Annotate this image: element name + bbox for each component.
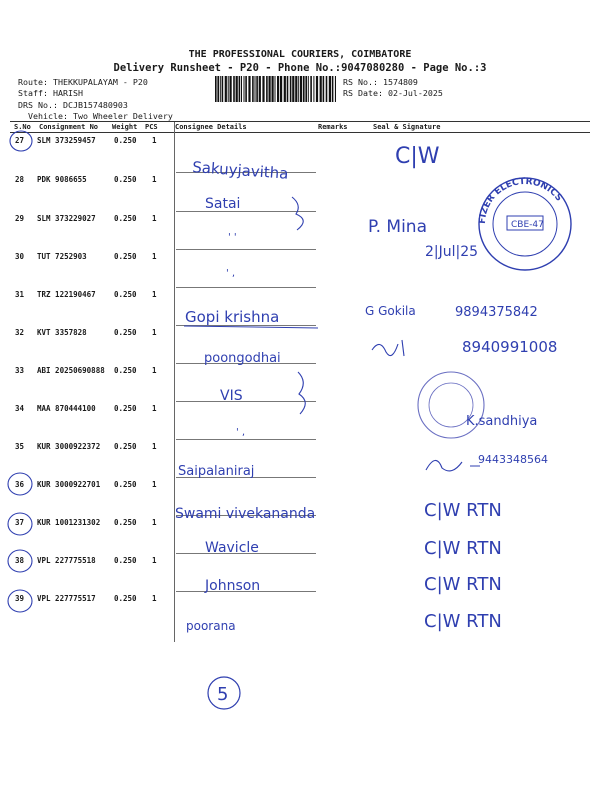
- consignee-handwriting: Sakuyjavitha: [191, 158, 290, 183]
- row-pcs: 1: [152, 480, 157, 489]
- row-sno: 31: [15, 290, 25, 299]
- page-subtitle: Delivery Runsheet - P20 - Phone No.:9047080280 - Page No.:3: [113, 62, 487, 74]
- col-seal: Seal & Signature: [373, 123, 441, 131]
- remark-handwriting: C|W: [395, 144, 440, 169]
- signature-handwriting: K.sandhiya: [466, 414, 538, 429]
- row-weight: 0.250: [114, 214, 137, 223]
- row-consignment: SLM 373229027: [37, 214, 96, 223]
- row-consignment: MAA 870444100: [37, 404, 96, 413]
- remark-handwriting: C|W RTN: [424, 611, 502, 632]
- phone-handwriting: 8940991008: [462, 338, 558, 356]
- row-weight: 0.250: [114, 404, 137, 413]
- ditto-mark: ' ,: [226, 268, 236, 279]
- sno-circle: [8, 473, 32, 495]
- sno-circle: [8, 513, 32, 535]
- row-consignment: ABI 20250690888: [37, 366, 105, 375]
- row-sno: 29: [15, 214, 25, 223]
- seal-text: FIZER ELECTRONICS: [477, 176, 564, 225]
- route-label: Route: THEKKUPALAYAM - P20: [18, 77, 148, 87]
- row-pcs: 1: [152, 518, 157, 527]
- remark-handwriting: P. Mina: [368, 217, 427, 237]
- row-pcs: 1: [152, 290, 157, 299]
- rs-date: RS Date: 02-Jul-2025: [343, 88, 443, 98]
- row-sno: 35: [15, 442, 25, 451]
- consignee-handwriting: poongodhai: [204, 351, 281, 366]
- signature-scribble: [426, 460, 480, 470]
- row-weight: 0.250: [114, 136, 137, 145]
- consignee-handwriting: Johnson: [205, 578, 261, 594]
- row-weight: 0.250: [114, 442, 137, 451]
- row-pcs: 1: [152, 175, 157, 184]
- remark-handwriting: C|W RTN: [424, 574, 502, 595]
- row-consignment: KUR 1001231302: [37, 518, 101, 527]
- row-sno: 34: [15, 404, 25, 413]
- sno-circle: [10, 131, 32, 151]
- company-seal: [478, 177, 571, 270]
- row-sno: 30: [15, 252, 25, 261]
- row-pcs: 1: [152, 328, 157, 337]
- row-sno: 36: [15, 480, 25, 489]
- consignee-handwriting: Satai: [205, 196, 241, 212]
- svg-text:FIZER ELECTRONICS: [478, 177, 564, 224]
- consignee-handwriting: Swami vivekananda: [175, 506, 316, 522]
- consignee-handwriting: Wavicle: [205, 540, 259, 556]
- row-weight: 0.250: [114, 518, 137, 527]
- signature-scribble: [372, 340, 404, 356]
- col-consignee: Consignee Details: [175, 123, 247, 131]
- ditto-mark: ' ': [228, 232, 237, 243]
- col-sno: S.No: [14, 123, 31, 131]
- col-pcs: PCS: [145, 123, 158, 131]
- row-pcs: 1: [152, 214, 157, 223]
- row-pcs: 1: [152, 366, 157, 375]
- row-consignment: VPL 227775518: [37, 556, 96, 565]
- row-weight: 0.250: [114, 556, 137, 565]
- row-pcs: 1: [152, 594, 157, 603]
- row-weight: 0.250: [114, 290, 137, 299]
- row-sno: 28: [15, 175, 25, 184]
- row-sno: 38: [15, 556, 25, 565]
- row-sno: 27: [15, 136, 25, 145]
- row-consignment: PDK 9086655: [37, 175, 87, 184]
- row-pcs: 1: [152, 252, 157, 261]
- seal-code: CBE-47: [511, 220, 544, 230]
- row-pcs: 1: [152, 556, 157, 565]
- remark-handwriting: C|W RTN: [424, 500, 502, 521]
- row-weight: 0.250: [114, 175, 137, 184]
- ditto-mark: [298, 372, 305, 414]
- col-remarks: Remarks: [318, 123, 348, 131]
- date-handwriting: 2|Jul|25: [425, 244, 479, 260]
- row-pcs: 1: [152, 136, 157, 145]
- rs-number: RS No.: 1574809: [343, 77, 418, 87]
- row-weight: 0.250: [114, 480, 137, 489]
- row-consignment: TRZ 122190467: [37, 290, 96, 299]
- row-consignment: VPL 227775517: [37, 594, 96, 603]
- vehicle-label: Vehicle: Two Wheeler Delivery: [28, 111, 173, 121]
- row-consignment: KUR 3000922372: [37, 442, 101, 451]
- sno-circle: [8, 550, 32, 572]
- row-consignment: KVT 3357828: [37, 328, 87, 337]
- sno-circle: [8, 590, 32, 612]
- col-weight: Weight: [112, 123, 138, 131]
- signature-handwriting: G Gokila: [365, 304, 416, 318]
- row-weight: 0.250: [114, 252, 137, 261]
- consignee-handwriting: Gopi krishna: [185, 308, 280, 326]
- total-count: 5: [217, 684, 229, 705]
- row-sno: 32: [15, 328, 25, 337]
- staff-label: Staff: HARISH: [18, 88, 83, 98]
- row-pcs: 1: [152, 442, 157, 451]
- consignee-handwriting: poorana: [186, 619, 236, 633]
- row-weight: 0.250: [114, 594, 137, 603]
- row-consignment: SLM 373259457: [37, 136, 96, 145]
- underline: [184, 326, 318, 328]
- remark-handwriting: C|W RTN: [424, 538, 502, 559]
- ditto-mark: VIS: [220, 388, 243, 404]
- row-pcs: 1: [152, 404, 157, 413]
- ditto-mark: ' ,: [236, 427, 246, 438]
- phone-handwriting: 9443348564: [478, 453, 548, 466]
- row-sno: 37: [15, 518, 25, 527]
- row-consignment: TUT 7252903: [37, 252, 87, 261]
- ditto-mark: [292, 197, 303, 230]
- page-title: THE PROFESSIONAL COURIERS, COIMBATORE: [188, 49, 412, 60]
- consignee-handwriting: Saipalaniraj: [178, 464, 255, 479]
- row-weight: 0.250: [114, 328, 137, 337]
- row-sno: 33: [15, 366, 25, 375]
- row-sno: 39: [15, 594, 25, 603]
- phone-handwriting: 9894375842: [455, 305, 538, 320]
- row-weight: 0.250: [114, 366, 137, 375]
- drs-label: DRS No.: DCJB157480903: [18, 100, 128, 110]
- row-consignment: KUR 3000922701: [37, 480, 101, 489]
- col-consignment: Consignment No: [39, 123, 99, 131]
